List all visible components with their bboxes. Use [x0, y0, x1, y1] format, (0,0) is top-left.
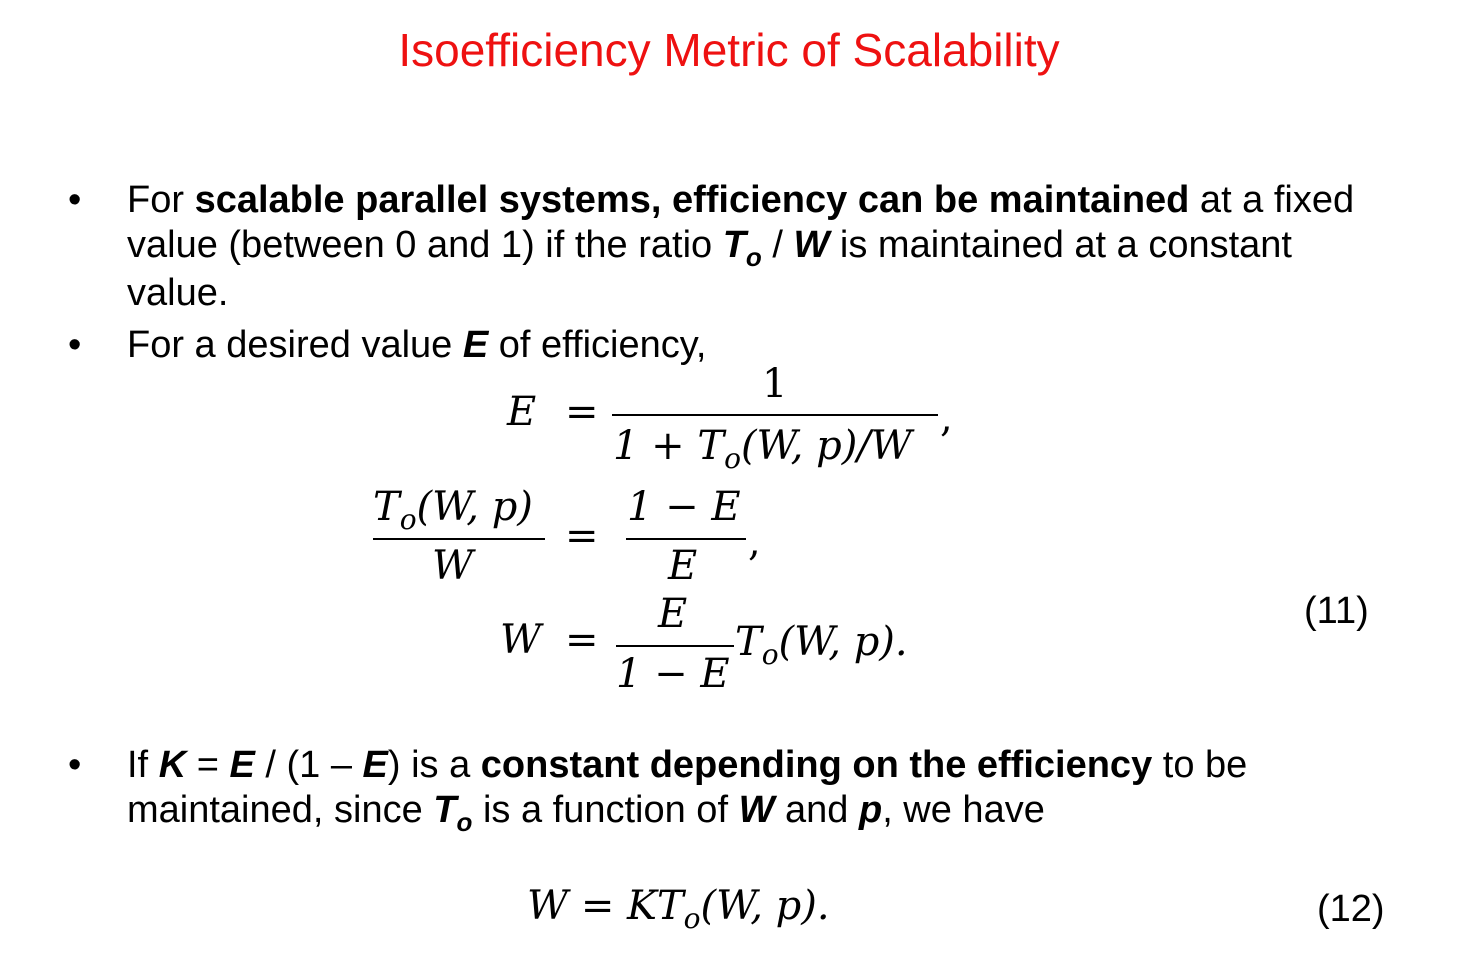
eq2-lhs-numerator: [373, 484, 533, 536]
var-E: E: [362, 744, 388, 786]
var-E: E: [229, 744, 255, 786]
eq1-den-sub: o: [724, 442, 741, 475]
bullet-marker: •: [68, 744, 82, 786]
var-subscript: o: [456, 807, 473, 837]
var-p: p: [858, 789, 883, 831]
eq3-fraction-bar: [616, 645, 734, 647]
var-E: E: [462, 324, 489, 366]
eq1-den-main: 1 + T: [613, 423, 725, 469]
text-run: , we have: [882, 789, 1045, 831]
bullet-text: [127, 743, 1397, 836]
eq2-equals: =: [565, 513, 599, 559]
text-run: For a desired value: [127, 324, 463, 366]
eq2-lhs-denominator: W: [432, 543, 474, 589]
eq1-denominator: [613, 423, 912, 475]
var-subscript: o: [745, 242, 762, 272]
text-run: of efficiency,: [488, 324, 707, 366]
eq3-lhs: W: [500, 617, 542, 663]
eq1-equals: =: [565, 389, 599, 435]
eq4-sub: o: [683, 902, 701, 935]
text-run: is maintained at a constant value.: [127, 224, 1292, 314]
eq3-equals: =: [565, 617, 599, 663]
text-run: is a function of: [472, 789, 739, 831]
var-W: W: [793, 224, 830, 266]
text-run: ) is a: [387, 744, 481, 786]
eq1-fraction-bar: [612, 414, 938, 416]
var-W: W: [738, 789, 775, 831]
equation-number-12: (12): [1317, 888, 1385, 930]
bold-run: constant depending on the efficiency: [480, 744, 1153, 786]
eq1-den-rest: (W, p)/W: [740, 423, 912, 469]
eq3-rhs: [735, 619, 908, 671]
var-T: T: [433, 789, 457, 831]
eq3-numerator: E: [658, 591, 688, 637]
bold-run: scalable parallel systems, efficiency can be maintained: [194, 179, 1190, 221]
text-run: /: [761, 224, 794, 266]
eq2-rhs-numerator: 1 − E: [627, 484, 741, 530]
eq4-main: W = KT: [527, 883, 684, 929]
slide-title: Isoefficiency Metric of Scalability: [398, 24, 1060, 76]
text-run: =: [186, 744, 230, 786]
text-run: at a fixed value (between 0 and 1) if the ratio: [127, 179, 1355, 266]
eq3-rhs-sub: o: [761, 638, 779, 671]
bullet-marker: •: [68, 324, 82, 366]
eq4-tail: (W, p).: [700, 883, 830, 929]
eq2-rhs-denominator: E: [668, 543, 698, 589]
bullet-marker: •: [68, 179, 82, 221]
eq2-num-rest: (W, p): [416, 484, 533, 530]
eq1-numerator: 1: [762, 361, 788, 407]
text-run: and: [774, 789, 859, 831]
text-run: / (1 –: [254, 744, 363, 786]
eq1-lhs: E: [507, 389, 537, 435]
eq3-denominator: 1 − E: [616, 651, 730, 697]
eq4-expression: [527, 883, 830, 935]
bullet-constant-K: [68, 743, 1398, 837]
var-T: T: [722, 224, 746, 266]
equation-number-11: (11): [1304, 590, 1369, 632]
eq3-rhs-main: T: [735, 619, 762, 665]
eq3-rhs-tail: (W, p).: [778, 619, 908, 665]
eq2-comma: ,: [748, 519, 761, 565]
text-run: For: [127, 179, 195, 221]
bullet-desired-efficiency: [68, 323, 1398, 368]
bullet-scalable-systems: [68, 178, 1398, 313]
bullet-text: [127, 178, 1397, 316]
eq1-comma: ,: [940, 395, 953, 441]
eq2-num-main: T: [373, 484, 400, 530]
text-run: If: [127, 744, 159, 786]
var-K: K: [158, 744, 187, 786]
eq2-rhs-fraction-bar: [626, 538, 746, 540]
eq2-lhs-fraction-bar: [373, 538, 545, 540]
eq2-num-sub: o: [399, 503, 417, 536]
text-run: to be maintained, since: [127, 744, 1248, 831]
